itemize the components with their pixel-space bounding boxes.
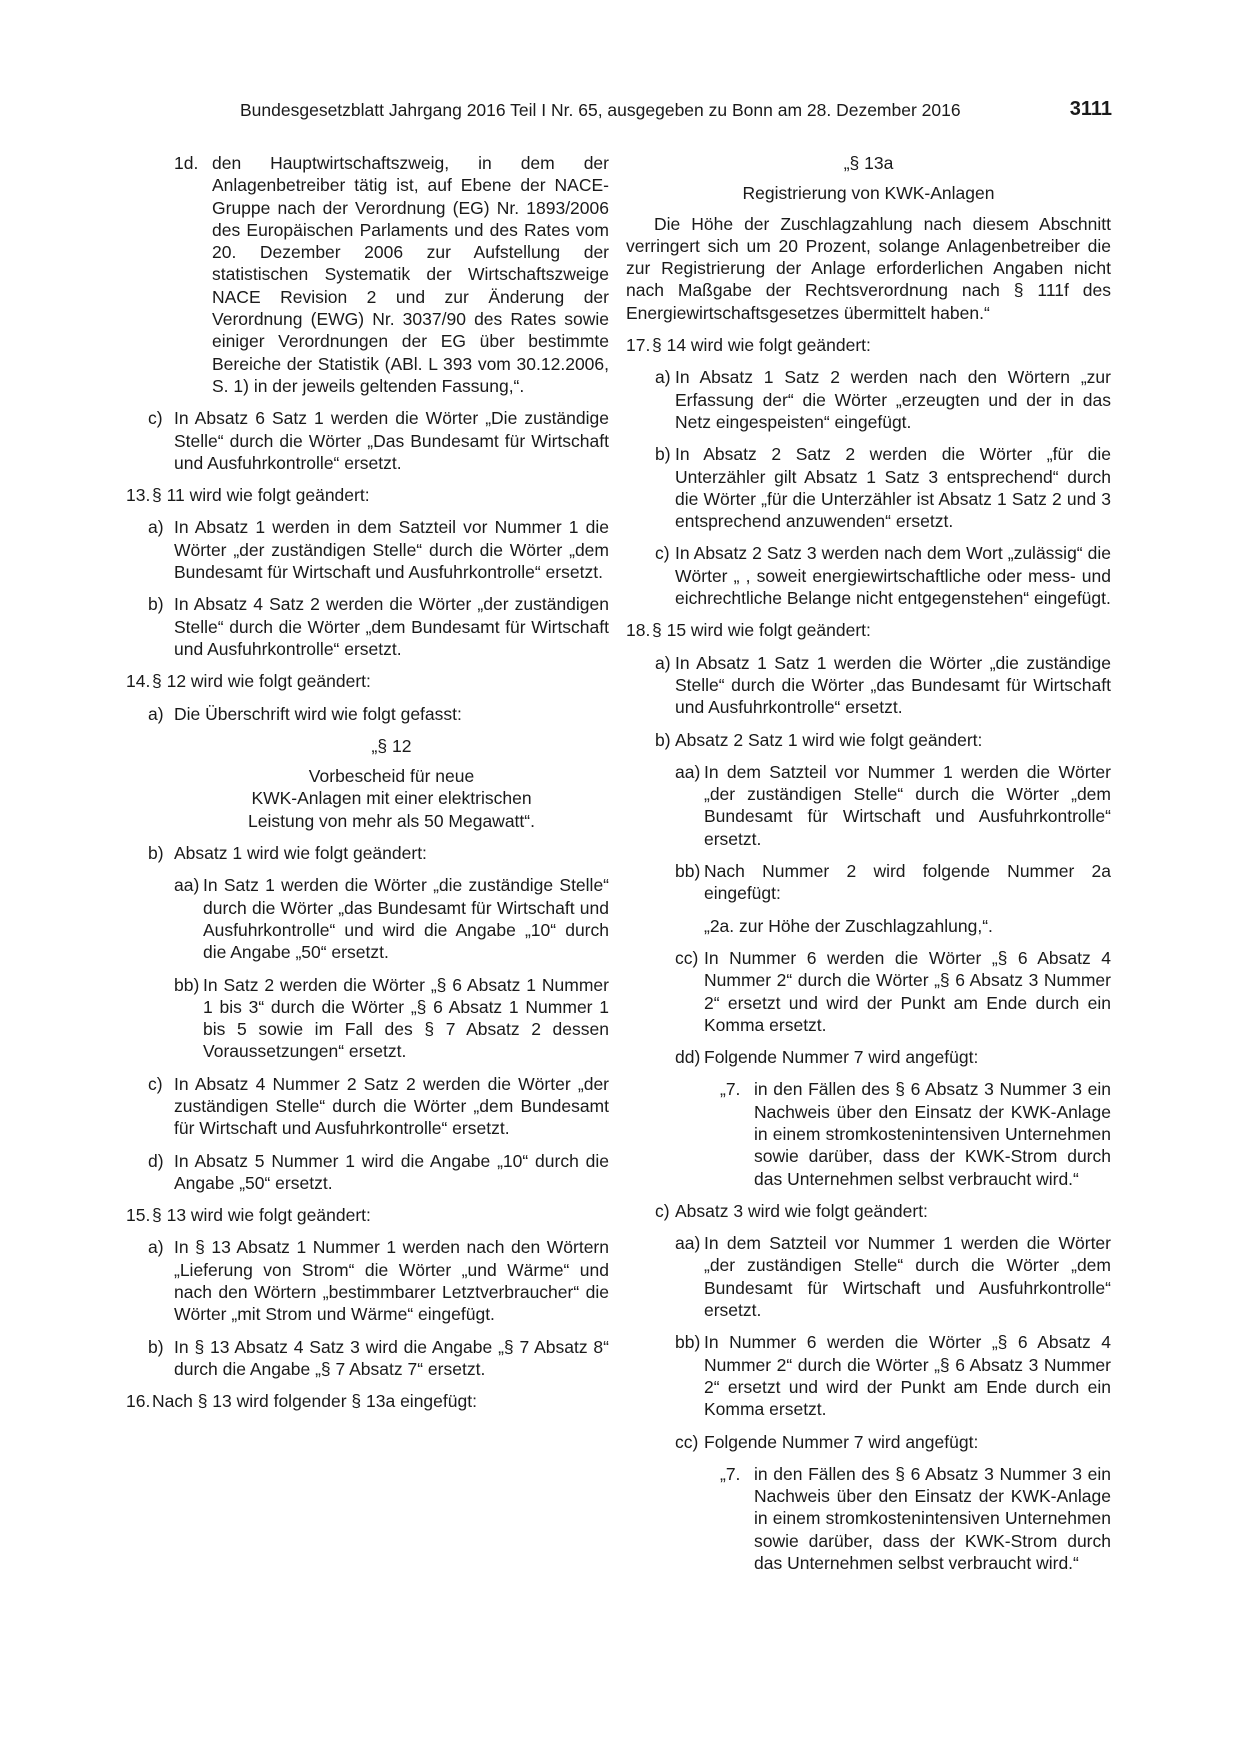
item-text: In Absatz 2 Satz 3 werden nach dem Wort „zulässig“ die Wörter „ , soweit energiewirtschaftliche oder mess- und eichrechtliche Belange nicht entgegenstehen“ eingefügt. xyxy=(675,543,1111,609)
item-18b-aa xyxy=(626,761,1111,850)
item-label: a) xyxy=(655,367,671,388)
item-label: 17. xyxy=(626,335,651,356)
item-label: „7. xyxy=(720,1079,741,1100)
page-header xyxy=(240,100,1112,124)
left-column xyxy=(126,152,609,1413)
item-text: Absatz 3 wird wie folgt geändert: xyxy=(675,1200,928,1221)
quote-2a: „2a. zur Höhe der Zuschlagzahlung,“. xyxy=(704,915,993,936)
item-label: bb) xyxy=(675,861,701,882)
heading-12-line1: Vorbescheid für neue xyxy=(308,766,475,787)
item-label: 13. xyxy=(126,485,151,506)
item-14c xyxy=(126,1073,609,1140)
item-label: 15. xyxy=(126,1205,151,1226)
item-label: aa) xyxy=(675,1233,701,1254)
item-14a xyxy=(126,703,609,725)
item-14 xyxy=(126,670,609,692)
item-label: 14. xyxy=(126,671,151,692)
item-17 xyxy=(626,334,1111,356)
heading-13a-number: „§ 13a xyxy=(843,153,894,173)
item-18 xyxy=(626,619,1111,641)
paragraph-13a: Die Höhe der Zuschlagzahlung nach diesem Abschnitt verringert sich um 20 Prozent, solange Anlagenbetreiber die zur Registrierung der Anlage erforderlichen Angaben nicht nach Maßgabe der Rechtsverordnung nach § 111f des Energiewirtschaftsgesetzes übermittelt haben.“ xyxy=(626,213,1111,323)
item-label: aa) xyxy=(675,761,701,782)
item-15b xyxy=(126,1336,609,1381)
item-18a xyxy=(626,652,1111,719)
heading-12-line2: KWK-Anlagen mit einer elektrischen xyxy=(251,788,532,809)
item-text: Absatz 1 wird wie folgt geändert: xyxy=(174,843,427,864)
item-17c xyxy=(626,542,1111,609)
item-text: In § 13 Absatz 4 Satz 3 wird die Angabe „§ 7 Absatz 8“ durch die Angabe „§ 7 Absatz 7“ ersetzt. xyxy=(174,1336,609,1379)
item-18c-aa xyxy=(626,1232,1111,1321)
item-text: Folgende Nummer 7 wird angefügt: xyxy=(704,1047,979,1068)
item-18c xyxy=(626,1200,1111,1222)
item-text: § 14 wird wie folgt geändert: xyxy=(652,335,871,356)
item-14b-bb xyxy=(126,974,609,1063)
item-label: bb) xyxy=(675,1332,701,1353)
item-label: aa) xyxy=(174,875,200,896)
heading-12-line3: Leistung von mehr als 50 Megawatt“. xyxy=(248,810,535,831)
item-13a xyxy=(126,516,609,583)
item-text: In Absatz 4 Nummer 2 Satz 2 werden die Wörter „der zuständigen Stelle“ durch die Wörter „dem Bundesamt für Wirtschaft und Ausfuhrkontrolle“ ersetzt. xyxy=(174,1073,609,1139)
item-label: a) xyxy=(148,703,164,724)
item-label: b) xyxy=(655,729,671,750)
item-label: 1d. xyxy=(174,153,199,173)
item-text: § 15 wird wie folgt geändert: xyxy=(652,620,871,641)
quote-nr-7-a xyxy=(626,1078,1111,1189)
item-label: cc) xyxy=(675,1431,699,1452)
item-14b xyxy=(126,842,609,864)
item-18b-bb xyxy=(626,860,1111,905)
item-text: In Absatz 1 Satz 1 werden die Wörter „die zuständige Stelle“ durch die Wörter „das Bundesamt für Wirtschaft und Ausfuhrkontrolle“ ersetzt. xyxy=(675,652,1111,718)
item-label: c) xyxy=(655,543,670,564)
item-label: b) xyxy=(148,594,164,615)
item-text: Nach Nummer 2 wird folgende Nummer 2a eingefügt: xyxy=(704,861,1111,904)
item-label: d) xyxy=(148,1150,164,1171)
item-label: a) xyxy=(655,652,671,673)
item-label: 16. xyxy=(126,1391,151,1412)
item-text: In Absatz 1 werden in dem Satzteil vor Nummer 1 die Wörter „der zuständigen Stelle“ durch die Wörter „dem Bundesamt für Wirtschaft und Ausfuhrkontrolle“ ersetzt. xyxy=(174,517,609,583)
item-text: § 13 wird wie folgt geändert: xyxy=(152,1205,371,1226)
item-label: a) xyxy=(148,1237,164,1258)
item-16 xyxy=(126,1390,609,1412)
item-13 xyxy=(126,484,609,506)
item-text: In Satz 1 werden die Wörter „die zuständige Stelle“ durch die Wörter „das Bundesamt für Wirtschaft und Ausfuhrkontrolle“ und wird die Angabe „10“ durch die Angabe „50“ ersetzt. xyxy=(203,875,609,963)
item-text: Die Überschrift wird wie folgt gefasst: xyxy=(174,703,462,724)
item-label: 18. xyxy=(626,620,651,641)
item-text: In Nummer 6 werden die Wörter „§ 6 Absatz 4 Nummer 2“ durch die Wörter „§ 6 Absatz 3 Nummer 2“ ersetzt und wird der Punkt am Ende durch ein Komma ersetzt. xyxy=(704,947,1111,1035)
item-text: In Absatz 2 Satz 2 werden die Wörter „für die Unterzähler gilt Absatz 1 Satz 3 entsprechend“ durch die Wörter „für die Unterzähler ist Absatz 1 Satz 2 und 3 entsprechend anzuwenden“ ersetzt. xyxy=(675,444,1111,532)
item-17b xyxy=(626,443,1111,532)
heading-12-block xyxy=(126,735,609,832)
item-14d xyxy=(126,1150,609,1195)
item-18c-bb xyxy=(626,1331,1111,1420)
item-text: Absatz 2 Satz 1 wird wie folgt geändert: xyxy=(675,729,983,750)
item-text: § 12 wird wie folgt geändert: xyxy=(152,671,371,692)
item-label: „7. xyxy=(720,1463,741,1484)
item-17a xyxy=(626,366,1111,433)
item-15a xyxy=(126,1236,609,1325)
item-text: In Satz 2 werden die Wörter „§ 6 Absatz 1 Nummer 1 bis 3“ durch die Wörter „§ 6 Absatz 1 Nummer 1 bis 5 sowie im Fall des § 7 Absatz 2 dessen Voraussetzungen“ ersetzt. xyxy=(203,974,609,1062)
item-12c xyxy=(126,407,609,474)
item-1d xyxy=(126,152,609,397)
item-18c-cc xyxy=(626,1431,1111,1453)
item-text: In Absatz 1 Satz 2 werden nach den Wörtern „zur Erfassung der“ die Wörter „erzeugten und der in das Netz eingespeisten“ eingefügt. xyxy=(675,367,1111,432)
item-18b-dd xyxy=(626,1046,1111,1068)
heading-12-number: „§ 12 xyxy=(371,735,412,756)
item-15 xyxy=(126,1204,609,1226)
heading-13a-title: Registrierung von KWK-Anlagen xyxy=(742,183,995,204)
item-18b xyxy=(626,729,1111,751)
item-label: dd) xyxy=(675,1047,701,1068)
item-label: a) xyxy=(148,517,164,538)
item-text: In dem Satzteil vor Nummer 1 werden die Wörter „der zuständigen Stelle“ durch die Wörter „dem Bundesamt für Wirtschaft und Ausfuhrkontrolle“ ersetzt. xyxy=(704,1233,1111,1321)
item-text: In Absatz 4 Satz 2 werden die Wörter „der zuständigen Stelle“ durch die Wörter „dem Bundesamt für Wirtschaft und Ausfuhrkontrolle“ ersetzt. xyxy=(174,594,609,659)
gazette-title: Bundesgesetzblatt Jahrgang 2016 Teil I Nr. 65, ausgegeben zu Bonn am 28. Dezember 2016 xyxy=(240,100,961,120)
item-14b-aa xyxy=(126,874,609,963)
page-number: 3111 xyxy=(1069,98,1112,120)
item-label: bb) xyxy=(174,974,200,995)
item-text: In dem Satzteil vor Nummer 1 werden die Wörter „der zuständigen Stelle“ durch die Wörter „dem Bundesamt für Wirtschaft und Ausfuhrkontrolle“ ersetzt. xyxy=(704,761,1111,849)
item-label: c) xyxy=(148,1073,163,1094)
item-text: In Absatz 5 Nummer 1 wird die Angabe „10“ durch die Angabe „50“ ersetzt. xyxy=(174,1150,609,1193)
item-18b-cc xyxy=(626,947,1111,1036)
item-text: § 11 wird wie folgt geändert: xyxy=(152,485,370,506)
item-label: b) xyxy=(148,1336,164,1357)
item-label: b) xyxy=(655,444,671,465)
item-text: Folgende Nummer 7 wird angefügt: xyxy=(704,1431,979,1452)
item-text: in den Fällen des § 6 Absatz 3 Nummer 3 ein Nachweis über den Einsatz der KWK-Anlage in einem stromkostenintensiven Unternehmen sowie darüber, dass der KWK-Strom durch das Unternehmen selbst verbraucht wird.“ xyxy=(754,1463,1111,1574)
item-text: Nach § 13 wird folgender § 13a eingefügt: xyxy=(152,1391,477,1412)
item-label: c) xyxy=(655,1200,670,1221)
item-label: c) xyxy=(148,408,163,429)
item-label: cc) xyxy=(675,947,699,968)
quote-nr-7-b xyxy=(626,1463,1111,1574)
item-text: den Hauptwirtschaftszweig, in dem der Anlagenbetreiber tätig ist, auf Ebene der NACE-Gruppe nach der Verordnung (EG) Nr. 1893/2006 des Europäischen Parlaments und des Rates vom 20. Dezember 2006 zur Aufstellung der statistischen Systematik der Wirtschaftszweige NACE Revision 2 und zur Änderung der Verordnung (EWG) Nr. 3037/90 des Rates sowie einiger Verordnungen der EG über bestimmte Bereiche der Statistik (ABl. L 393 vom 30.12.2006, S. 1) in der jeweils geltenden Fassung,“. xyxy=(212,153,609,396)
item-label: b) xyxy=(148,843,164,864)
item-text: In § 13 Absatz 1 Nummer 1 werden nach den Wörtern „Lieferung von Strom“ die Wörter „und Wärme“ und nach den Wörtern „bestimmbarer Letztverbraucher“ die Wörter „mit Strom und Wärme“ eingefügt. xyxy=(174,1237,609,1325)
item-text: in den Fällen des § 6 Absatz 3 Nummer 3 ein Nachweis über den Einsatz der KWK-Anlage in einem stromkostenintensiven Unternehmen sowie darüber, dass der KWK-Strom durch das Unternehmen selbst verbraucht wird.“ xyxy=(754,1079,1111,1189)
item-text: In Absatz 6 Satz 1 werden die Wörter „Die zuständige Stelle“ durch die Wörter „Das Bundesamt für Wirtschaft und Ausfuhrkontrolle“ ersetzt. xyxy=(174,408,609,473)
right-column xyxy=(626,152,1111,1574)
item-13b xyxy=(126,593,609,660)
item-text: In Nummer 6 werden die Wörter „§ 6 Absatz 4 Nummer 2“ durch die Wörter „§ 6 Absatz 3 Nummer 2“ ersetzt und wird der Punkt am Ende durch ein Komma ersetzt. xyxy=(704,1332,1111,1420)
